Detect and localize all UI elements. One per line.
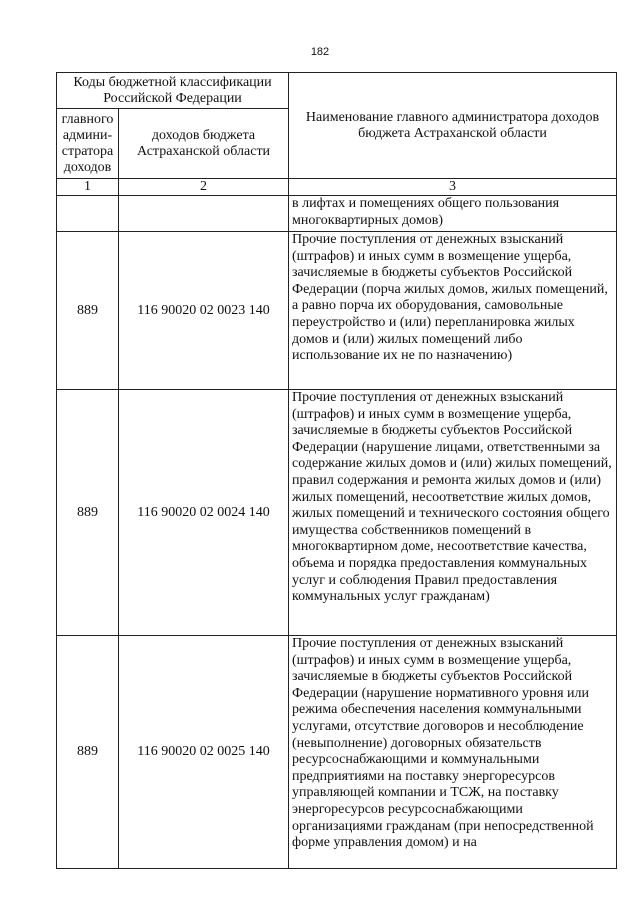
table-row [57,196,617,232]
header-col2-title: доходов бюджета Астраханской области [119,109,289,179]
header-col-number: 2 [119,179,289,196]
table-row [57,232,617,390]
page-number: 182 [310,46,330,58]
budget-classification-table [56,72,617,869]
revenue-code-cell [119,196,289,232]
revenue-code-cell: 116 90020 02 0023 140 [119,232,289,390]
description-cell: Прочие поступления от денежных взысканий (штрафов) и иных сумм в возмещение ущерба, зачисляемые в бюджеты субъектов Российской Федерации (нарушение нормативного уровня или режима обеспечения населения коммунальными услугами, отсутствие договоров и несоблюдение (невыполнение) договорных обязательств ресурсоснабжающими и коммунальными предприятиями на поставку энергоресурсов управляющей компании и ТСЖ, на поставку энергоресурсов ресурсоснабжающими организациями гражданам (при непосредственной форме управления домом) и на [289,636,617,869]
revenue-code-cell: 116 90020 02 0025 140 [119,636,289,869]
header-col-number: 3 [289,179,617,196]
header-group-title: Коды бюджетной классификации Российской Федерации [57,73,289,109]
admin-code-cell: 889 [57,390,119,636]
header-col3-title: Наименование главного администратора доходов бюджета Астраханской области [289,73,617,179]
table-row [57,390,617,636]
admin-code-cell: 889 [57,636,119,869]
admin-code-cell: 889 [57,232,119,390]
revenue-code-cell: 116 90020 02 0024 140 [119,390,289,636]
header-col1-title: главного админи-стратора доходов [57,109,119,179]
admin-code-cell [57,196,119,232]
description-cell: Прочие поступления от денежных взысканий (штрафов) и иных сумм в возмещение ущерба, зачисляемые в бюджеты субъектов Российской Федерации (порча жилых домов, жилых помещений, а равно порча их оборудования, самовольные переустройство и (или) перепланировка жилых домов и (или) жилых помещений либо использование их не по назначению) [289,232,617,390]
table-row [57,636,617,869]
header-col-number: 1 [57,179,119,196]
description-cell: в лифтах и помещениях общего пользования многоквартирных домов) [289,196,617,232]
description-cell: Прочие поступления от денежных взысканий (штрафов) и иных сумм в возмещение ущерба, зачисляемые в бюджеты субъектов Российской Федерации (нарушение лицами, ответственными за содержание жилых домов и (или) жилых помещений, правил содержания и ремонта жилых домов и (или) жилых помещений, несоответствие жилых домов, жилых помещений и технического состояния общего имущества собственников помещений в многоквартирном доме, несоответствие качества, объема и порядка предоставления коммунальных услуг и соблюдения Правил предоставления коммунальных услуг гражданам) [289,390,617,636]
